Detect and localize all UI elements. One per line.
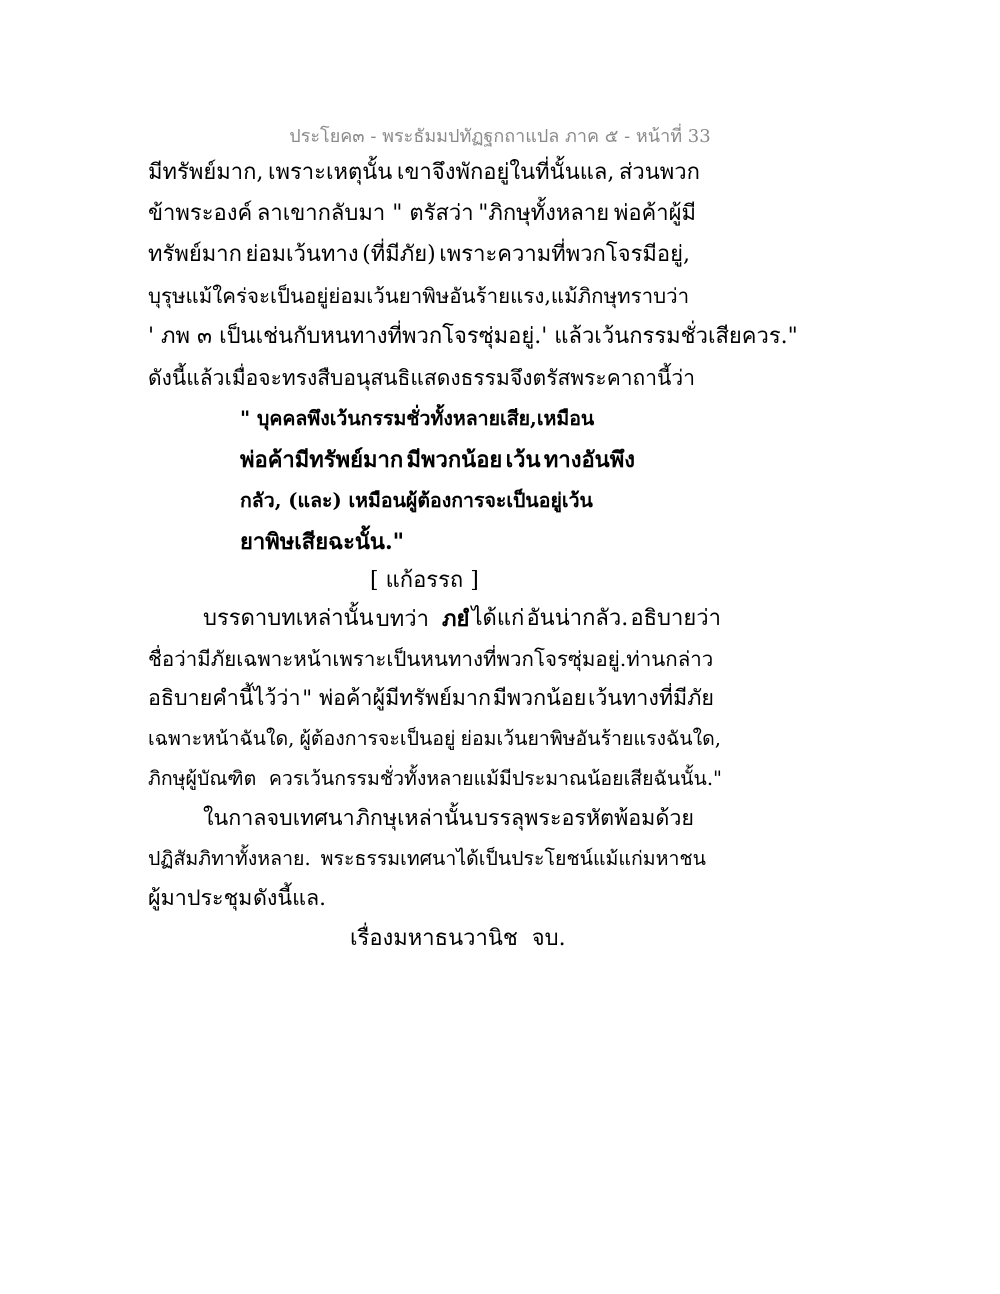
text-segment: เพราะเหตุนั้น [267, 160, 393, 185]
para2-line-3 [148, 684, 714, 714]
para2-line-1 [203, 604, 721, 635]
para1-line-6 [148, 363, 695, 393]
text-segment: บุรุษแม้ใคร่จะเป็นอยู่ [148, 284, 329, 308]
para1-line-1 [148, 158, 700, 188]
para2-line-5 [148, 764, 722, 794]
verse-segment: พ่อค้ามีทรัพย์มาก [240, 447, 404, 473]
para2-line-2 [148, 644, 713, 674]
text-segment: ย่อมเว้นทาง [245, 242, 359, 267]
text-segment: ผู้มาประชุม [148, 886, 253, 911]
text-segment: ภิกษุผู้บัณฑิต [148, 767, 257, 790]
text-segment: แม้ภิกษุทราบว่า [550, 284, 690, 308]
text-segment: ดังนี้แล้ว [148, 366, 225, 390]
text-segment: ลาเขากลับมา " ตรัสว่า [256, 201, 474, 226]
verse-line-3 [240, 486, 592, 516]
verse-line-2 [240, 445, 635, 475]
text-segment: อธิบายว่า [630, 606, 721, 631]
text-segment: พระธรรมเทศนาได้เป็นประโยชน์แม้แก่มหาชน [320, 847, 706, 870]
para3-line-3 [148, 884, 326, 914]
verse-line-1 [240, 404, 594, 434]
verse-segment: เว้น [505, 447, 541, 473]
text-segment: ย่อมเว้นยาพิษอันร้ายแรง, [328, 284, 551, 308]
para1-line-3 [148, 240, 690, 270]
text-segment: ดังนี้แล. [252, 886, 326, 911]
story-end-line: เรื่องมหาธนวานิช จบ. [350, 926, 566, 951]
para1-line-5 [148, 322, 798, 352]
text-segment: เขาจึงพักอยู่ในที่นั้นแล, [396, 160, 615, 185]
text-segment: อันน่ากลัว. [526, 606, 629, 631]
para1-line-4 [148, 281, 688, 311]
para1-line-2 [148, 199, 696, 229]
text-segment: ทรัพย์มาก [148, 242, 242, 267]
text-segment: ย่อมเว้นยาพิษอันร้ายแรงฉันใด, [460, 727, 721, 750]
text-segment: ' ภพ ๓ เป็นเช่นกับหนทางที่พวกโจรซุ่มอยู่.' แล้วเว้นกรรมชั่วเสียควร." [148, 324, 798, 349]
text-segment: พ่อค้าผู้มี [613, 201, 696, 226]
defined-term: ภยํ [441, 606, 470, 632]
verse-segment: ยาพิษเสียฉะนั้น." [240, 529, 405, 555]
text-segment: ได้แก่ [471, 606, 525, 631]
text-segment: เพราะเป็นหนทางที่พวกโจรซุ่มอยู่. [332, 647, 627, 671]
text-segment: บทว่า [375, 607, 429, 632]
text-segment: มีพวกน้อย [492, 686, 587, 711]
text-segment: เฉพาะหน้าฉันใด, [148, 727, 295, 750]
text-segment: ควรเว้นกรรมชั่วทั้งหลายแม้มีประมาณน้อยเสียฉันนั้น." [268, 767, 722, 790]
text-segment: บรรดาบทเหล่านั้น [203, 606, 374, 631]
verse-segment: ทางอันพึง [543, 447, 635, 473]
text-segment: ในกาลจบเทศนา [203, 806, 355, 831]
para2-line-4 [148, 724, 721, 754]
text-segment: อธิบายคำนี้ไว้ว่า [148, 686, 301, 711]
text-segment: ชื่อว่ามีภัยเฉพาะหน้า [148, 647, 333, 671]
verse-segment: " บุคคลพึงเว้นกรรมชั่วทั้งหลายเสีย, [240, 407, 537, 430]
verse-segment: เว้น [561, 489, 593, 512]
text-segment: "ภิกษุทั้งหลาย [478, 201, 610, 226]
text-segment: " พ่อค้าผู้มีทรัพย์มาก [302, 686, 492, 711]
verse-segment: มีพวกน้อย [406, 447, 503, 473]
text-segment: (ที่มีภัย) [362, 242, 436, 267]
text-segment: บรรลุพระอรหัตพ้อมด้วย [474, 806, 694, 831]
text-segment: ภิกษุเหล่านั้น [355, 806, 474, 831]
verse-segment: กลัว, (และ) เหมือนผู้ต้องการจะเป็นอยู่ [240, 489, 562, 512]
text-segment: เมื่อจะทรงสืบอนุสนธิแสดงธรรม [224, 366, 510, 390]
verse-segment: เหมือน [536, 407, 595, 430]
text-segment: ปฏิสัมภิทาทั้งหลาย. [148, 847, 311, 870]
text-segment: มีทรัพย์มาก, [148, 160, 264, 185]
text-segment: ข้าพระองค์ [148, 201, 253, 226]
para3-line-2 [148, 844, 706, 874]
running-header: ประโยค๓ - พระธัมมปทัฏฐกถาแปล ภาค ๕ - หน้าที่ 33 [289, 126, 711, 147]
para3-line-1 [203, 804, 694, 834]
text-segment: จึงตรัสพระคาถานี้ว่า [510, 366, 695, 390]
text-segment: ส่วนพวก [618, 160, 700, 185]
text-segment: ผู้ต้องการจะเป็นอยู่ [299, 727, 456, 750]
verse-line-4 [240, 527, 404, 557]
text-segment: ท่านกล่าว [626, 647, 714, 671]
text-segment: เว้นทางที่มีภัย [588, 686, 714, 711]
section-title: [ แก้อรรถ ] [370, 568, 479, 593]
text-segment: เพราะความที่พวกโจรมีอยู่, [439, 242, 690, 267]
